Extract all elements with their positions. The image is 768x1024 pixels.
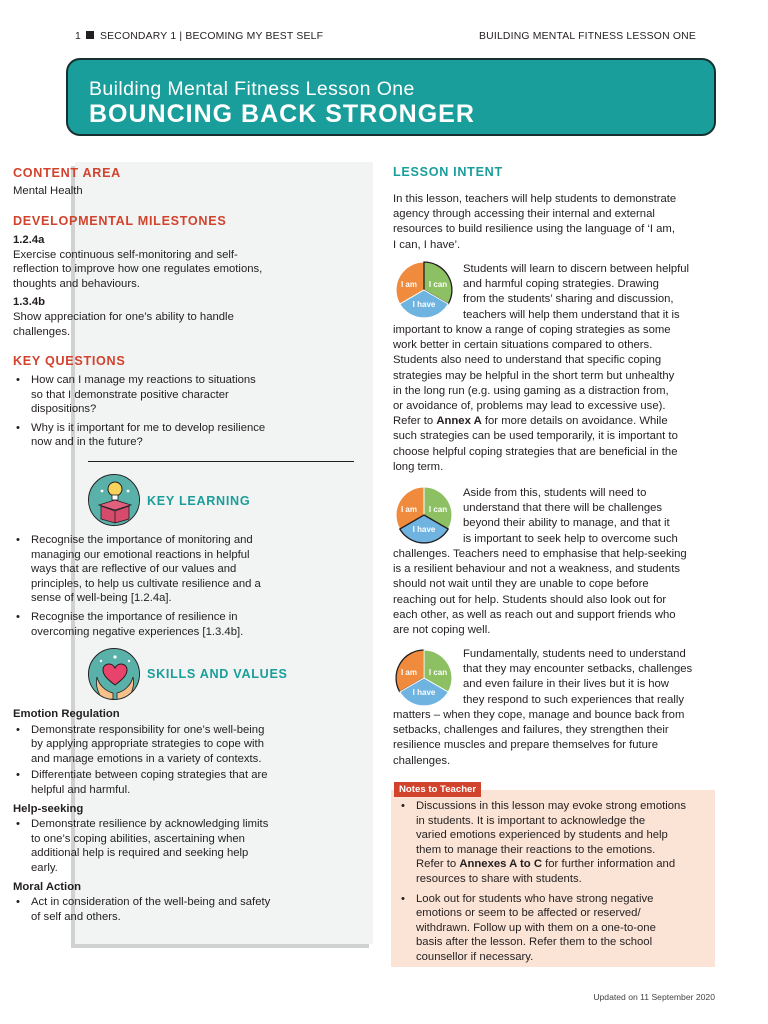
text-run: Refer to (416, 858, 460, 871)
annexes-a-to-c-reference: Annexes A to C (459, 858, 542, 871)
lightbulb-gift-icon (88, 474, 140, 526)
text-line: resilience muscles and prepare themselves for future (393, 739, 658, 752)
bullet-line: varied emotions experienced by students and help (416, 829, 668, 842)
text-line: Aside from this, students will need to (463, 487, 647, 499)
bullet-line: and manage emotions in a variety of contexts. (31, 752, 262, 765)
paragraph-3-full (393, 708, 704, 769)
milestones-heading: DEVELOPMENTAL MILESTONES (13, 214, 227, 228)
text-run: Refer to (393, 415, 437, 428)
text-line: is a resilient behaviour and not a weakness, and students (393, 563, 680, 576)
skills-values-heading: SKILLS AND VALUES (147, 667, 288, 681)
bullet-line: emotions or seem to be affected or reserved/ (416, 907, 641, 920)
bullet-line: withdrawn. Follow up with them on a one-to-one (416, 921, 656, 934)
bullet-line: by applying appropriate strategies to cope with (31, 738, 264, 751)
text-line: agency through accessing their internal and external (393, 208, 655, 221)
pie-label-am: I am (400, 668, 418, 677)
bullet-line: • How can I manage my reactions to situations (13, 373, 291, 388)
bullet-line: early. (31, 861, 58, 874)
bullet-line: sense of well-being [1.2.4a]. (31, 592, 172, 605)
bullet-line: counsellor if necessary. (416, 950, 534, 963)
text-line: and even failure in their lives but it is how (463, 678, 669, 691)
milestone-line: Exercise continuous self-monitoring and self- (13, 248, 238, 261)
bullet-line: • Recognise the importance of monitoring and (13, 533, 291, 548)
section-divider (88, 461, 354, 462)
pie-label-can: I can (428, 505, 448, 514)
bullet-line: managing our emotional reactions in helpful (31, 548, 250, 561)
updated-date-footer: Updated on 11 September 2020 (593, 992, 715, 1002)
bullet-line: helpful and harmful. (31, 783, 131, 796)
text-line: or avoidance of, problems may lead to excessive use). (393, 400, 666, 413)
bullet-line: overcoming negative experiences [1.3.4b]. (31, 625, 244, 638)
text-line: strategies may be helpful in the short term but unhealthy (393, 369, 675, 382)
text-line: I can, I have’. (393, 238, 461, 251)
text-line: each other, as well as reach out and support friends who (393, 608, 676, 621)
bullet-line: • Discussions in this lesson may evoke strong emotions (398, 799, 710, 814)
skills-values-list (13, 707, 291, 924)
milestone-line: challenges. (13, 325, 71, 338)
annex-a-reference: Annex A (436, 415, 482, 428)
text-line: Students also need to understand that specific coping (393, 354, 662, 367)
header-left-text: SECONDARY 1 | BECOMING MY BEST SELF (99, 31, 324, 42)
text-line: such strategies can be used temporarily, it is important to (393, 430, 678, 443)
text-line: beyond their ability to manage, and that it (463, 517, 670, 530)
content-area-heading: CONTENT AREA (13, 166, 121, 180)
text-line: teachers will help them understand that it is (463, 308, 680, 321)
milestone-line: Show appreciation for one’s ability to handle (13, 310, 234, 323)
list-item (13, 723, 291, 767)
text-line: resources to build resilience using the language of ‘I am, (393, 223, 675, 236)
list-item (13, 817, 291, 875)
key-learning-heading: KEY LEARNING (147, 494, 251, 508)
milestone-code: 1.3.4b (13, 296, 46, 309)
notes-list (398, 799, 710, 965)
pie-label-have: I have (412, 525, 436, 534)
list-item (398, 892, 710, 965)
text-line: they respond to such experiences that really (463, 693, 685, 706)
intro-paragraph (393, 192, 704, 253)
bullet-line: basis after the lesson. Refer them to the school (416, 936, 653, 949)
text-line: Fundamentally, students need to understand (463, 648, 686, 660)
list-item (13, 533, 291, 606)
bullet-line: resources to share with students. (416, 872, 582, 885)
text-run: for more details on avoidance. While (481, 415, 668, 428)
text-line: and harmful coping strategies. Drawing (463, 278, 659, 291)
lesson-intent-heading: LESSON INTENT (393, 165, 503, 179)
text-line: is important to seek help to overcome such (463, 532, 678, 545)
milestone-code: 1.2.4a (13, 234, 45, 246)
text-line: that they may encounter setbacks, challenges (463, 663, 693, 676)
bullet-line: • Demonstrate responsibility for one’s well-being (13, 723, 291, 738)
text-line: long term. (393, 460, 444, 473)
content-area-text: Mental Health (13, 185, 83, 197)
list-item (13, 895, 291, 924)
text-line: should not wait until they are unable to cope before (393, 578, 649, 591)
text-line: challenges. Teachers need to emphasise that help-seeking (393, 548, 687, 560)
text-line: Students will learn to discern between helpful (463, 263, 690, 275)
content-area-section (13, 166, 291, 199)
bullet-line: now and in the future? (31, 436, 143, 449)
bullet-line: so that I demonstrate positive character (31, 388, 229, 401)
header-right-text: BUILDING MENTAL FITNESS LESSON ONE (479, 31, 696, 42)
text-line: setbacks, challenges and failures, they strengthen their (393, 724, 669, 737)
bullet-line (398, 857, 710, 872)
notes-to-teacher-tag: Notes to Teacher (394, 782, 481, 797)
bullet-line: ways that are reflective of our values and (31, 563, 237, 576)
heart-hands-icon (88, 648, 140, 700)
pie-label-have: I have (412, 300, 436, 309)
page-number: 1 (75, 31, 81, 42)
text-line: reaching out for help. Students should also look out for (393, 593, 667, 606)
skill-group-title: Emotion Regulation (13, 708, 120, 720)
pie-label-am: I am (400, 505, 418, 514)
paragraph-3-wrapped (463, 647, 704, 708)
bullet-line: • Look out for students who have strong negative (398, 892, 710, 907)
bullet-line: • Act in consideration of the well-being and safety (13, 895, 291, 910)
text-run: for further information and (541, 858, 676, 871)
pie-label-am: I am (400, 280, 418, 289)
text-line: In this lesson, teachers will help students to demonstrate (393, 193, 677, 205)
bullet-line: • Demonstrate resilience by acknowledging limits (13, 817, 291, 832)
pie-label-can: I can (428, 668, 448, 677)
lesson-intent-section (393, 165, 704, 253)
bullet-line: • Differentiate between coping strategies that are (13, 768, 291, 783)
page-header (75, 31, 696, 47)
text-line: understand that there will be challenges (463, 502, 663, 515)
key-learning-list (13, 533, 291, 639)
key-questions-heading: KEY QUESTIONS (13, 354, 126, 368)
list-item (13, 768, 291, 797)
list-item (13, 373, 291, 417)
text-line: are not coping well. (393, 624, 491, 637)
header-left (75, 31, 323, 42)
list-item (13, 421, 291, 450)
text-line: work better in certain situations compared to others. (393, 339, 653, 352)
bullet-line: of self and others. (31, 910, 121, 923)
bullet-line: them to manage their reactions to the emotions. (416, 843, 656, 856)
square-bullet-icon (86, 31, 94, 39)
banner-subtitle: Building Mental Fitness Lesson One (89, 78, 415, 100)
bullet-line: additional help is required and seeking help (31, 847, 249, 860)
bullet-line: in students. It is important to acknowledge the (416, 814, 646, 827)
list-item (13, 610, 291, 639)
paragraph-1-wrapped (463, 262, 704, 323)
text-line: choose helpful coping strategies that are beneficial in the (393, 445, 678, 458)
text-line: challenges. (393, 754, 451, 767)
skill-group-title: Moral Action (13, 880, 81, 893)
text-line (393, 414, 704, 429)
milestone-line: thoughts and behaviours. (13, 277, 140, 290)
bullet-line: to one’s coping abilities, ascertaining when (31, 832, 245, 845)
title-banner (66, 58, 716, 136)
i-am-i-can-i-have-pie-icon (394, 260, 454, 320)
bullet-line: • Why is it important for me to develop resilience (13, 421, 291, 436)
bullet-line: principles, to help us cultivate resilience and a (31, 577, 261, 590)
text-line: important to know a range of coping strategies as some (393, 324, 671, 336)
bullet-line: dispositions? (31, 403, 97, 416)
paragraph-2-full (393, 547, 704, 638)
milestones-section (13, 214, 291, 339)
skill-group-title: Help-seeking (13, 802, 84, 815)
pie-label-have: I have (412, 688, 436, 697)
key-questions-section (13, 354, 291, 450)
bullet-line: • Recognise the importance of resilience in (13, 610, 291, 625)
text-line: matters – when they cope, manage and bounce back from (393, 709, 685, 721)
i-am-i-can-i-have-pie-icon (394, 485, 454, 545)
list-item (398, 799, 710, 887)
paragraph-1-full (393, 323, 704, 475)
text-line: from the students’ sharing and discussion, (463, 293, 674, 306)
banner-title: BOUNCING BACK STRONGER (89, 100, 475, 128)
text-line: in the long run (e.g. using gaming as a distraction from, (393, 384, 669, 397)
paragraph-2-wrapped (463, 486, 704, 547)
i-am-i-can-i-have-pie-icon (394, 648, 454, 708)
pie-label-can: I can (428, 280, 448, 289)
milestone-line: reflection to improve how one regulates emotions, (13, 263, 263, 276)
